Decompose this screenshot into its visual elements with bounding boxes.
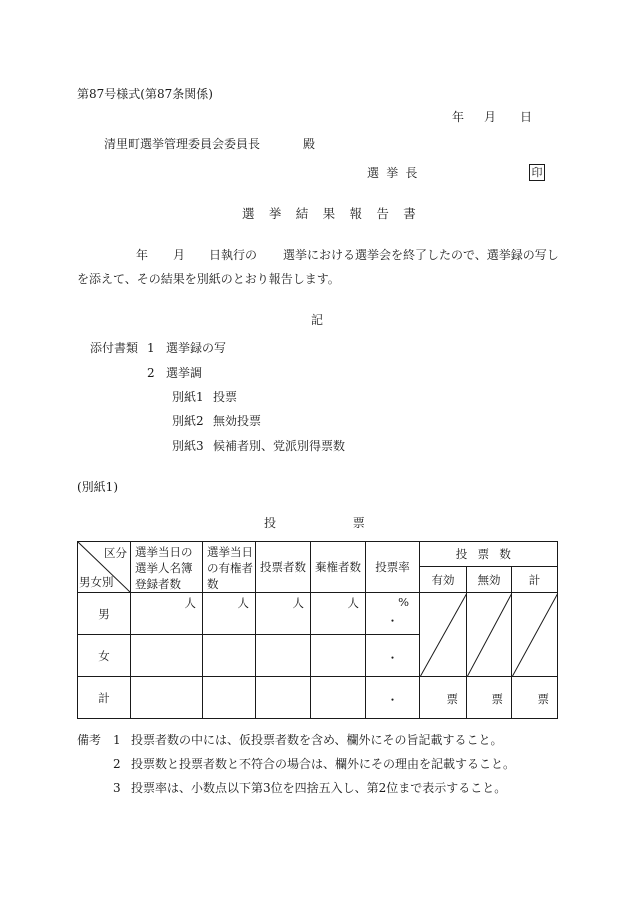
sub-item-text-1: 投票 (213, 390, 238, 404)
slash-invalid (467, 593, 512, 677)
cell-registered-male (131, 593, 203, 635)
unit-ticket: 票 (537, 692, 549, 706)
unit-ticket: 票 (446, 692, 458, 706)
unit-person: 人 (237, 596, 249, 610)
row-label-male: 男 (78, 593, 131, 635)
cell-invalid-total (467, 677, 512, 719)
unit-percent: % (398, 595, 409, 609)
cell-eligible-total (203, 677, 256, 719)
cell-voters-total (256, 677, 311, 719)
sub-item-text-3: 候補者別、党派別得票数 (213, 439, 346, 453)
cell-total-total (512, 677, 558, 719)
corner-bottom-label: 男女別 (79, 574, 114, 589)
note-num-1: 1 (113, 733, 121, 747)
attachment-text-2: 選挙調 (166, 366, 203, 380)
cell-rate-male (366, 593, 420, 635)
addressee-honorific: 殿 (303, 137, 316, 151)
cell-eligible-male (203, 593, 256, 635)
cell-valid-mf (420, 593, 467, 677)
unit-person: 人 (184, 596, 196, 610)
sub-item-label-2: 別紙2 (172, 414, 204, 428)
header-eligible-line2: の有権者 (207, 561, 253, 575)
sub-item-label-1: 別紙1 (172, 390, 204, 404)
table-row (78, 677, 558, 719)
row-label-total: 計 (78, 677, 131, 719)
header-eligible (203, 542, 256, 593)
body-line2: を添えて、その結果を別紙のとおり報告します。 (77, 272, 340, 286)
cell-rate-total (366, 677, 420, 719)
header-eligible-line3: 数 (207, 577, 219, 591)
slash-valid (420, 593, 467, 677)
cell-registered-female (131, 635, 203, 677)
vote-table (77, 541, 558, 719)
header-registered-line3: 登録者数 (135, 577, 181, 591)
body-day-exec: 日執行の (209, 248, 258, 262)
cell-valid-total (420, 677, 467, 719)
cell-abstain-female (311, 635, 366, 677)
header-voters: 投票者数 (256, 542, 311, 593)
attachment-num-1: 1 (147, 341, 155, 355)
table-title: 投票 (264, 516, 442, 530)
notes-label: 備考 (77, 733, 102, 747)
corner-top-label: 区分 (104, 546, 127, 560)
row-label-female: 女 (78, 635, 131, 677)
note-text-3: 投票率は、小数点以下第3位を四捨五入し、第2位まで表示すること。 (131, 781, 507, 795)
sender-title: 選挙長 (367, 166, 425, 180)
sub-item-text-2: 無効投票 (213, 414, 262, 428)
attachment-text-1: 選挙録の写 (166, 341, 227, 355)
date-month: 月 (484, 110, 497, 124)
body-month: 月 (173, 248, 186, 262)
annex-label: (別紙1) (77, 480, 118, 494)
ki-mark: 記 (311, 313, 324, 327)
slash-total (512, 593, 558, 677)
header-rate: 投票率 (366, 542, 420, 593)
header-registered-line2: 選挙人名簿 (135, 561, 193, 575)
cell-registered-total (131, 677, 203, 719)
cell-abstain-total (311, 677, 366, 719)
date-day: 日 (520, 110, 533, 124)
decimal-dot: ・ (386, 614, 399, 628)
header-invalid: 無効 (467, 567, 512, 593)
header-valid: 有効 (420, 567, 467, 593)
form-number: 第87号様式(第87条関係) (77, 87, 213, 101)
attachments-label: 添付書類 (90, 341, 139, 355)
body-year: 年 (136, 248, 149, 262)
addressee-name: 清里町選挙管理委員会委員長 (104, 137, 261, 151)
cell-voters-female (256, 635, 311, 677)
seal-mark: 印 (529, 164, 545, 181)
note-num-2: 2 (113, 757, 121, 771)
header-votes: 投票数 (420, 542, 558, 567)
header-total: 計 (512, 567, 558, 593)
cell-abstain-male (311, 593, 366, 635)
cell-voters-male (256, 593, 311, 635)
sub-item-label-3: 別紙3 (172, 439, 204, 453)
cell-eligible-female (203, 635, 256, 677)
note-num-3: 3 (113, 781, 121, 795)
body-line1-rest: 選挙における選挙会を終了したので、選挙録の写し (283, 248, 559, 262)
corner-cell (78, 542, 131, 593)
decimal-dot: ・ (386, 651, 399, 665)
header-registered (131, 542, 203, 593)
cell-rate-female (366, 635, 420, 677)
note-text-1: 投票者数の中には、仮投票者数を含め、欄外にその旨記載すること。 (131, 733, 503, 747)
unit-ticket: 票 (491, 692, 503, 706)
unit-person: 人 (292, 596, 304, 610)
header-abstain: 棄権者数 (311, 542, 366, 593)
decimal-dot: ・ (386, 693, 399, 707)
document-title: 選挙結果報告書 (242, 206, 431, 221)
attachment-num-2: 2 (147, 366, 155, 380)
header-registered-line1: 選挙当日の (135, 545, 193, 559)
table-row (78, 593, 558, 635)
note-text-2: 投票数と投票者数と不符合の場合は、欄外にその理由を記載すること。 (131, 757, 516, 771)
header-eligible-line1: 選挙当日 (207, 545, 253, 559)
date-year: 年 (452, 110, 465, 124)
unit-person: 人 (347, 596, 359, 610)
cell-total-mf (512, 593, 558, 677)
cell-invalid-mf (467, 593, 512, 677)
